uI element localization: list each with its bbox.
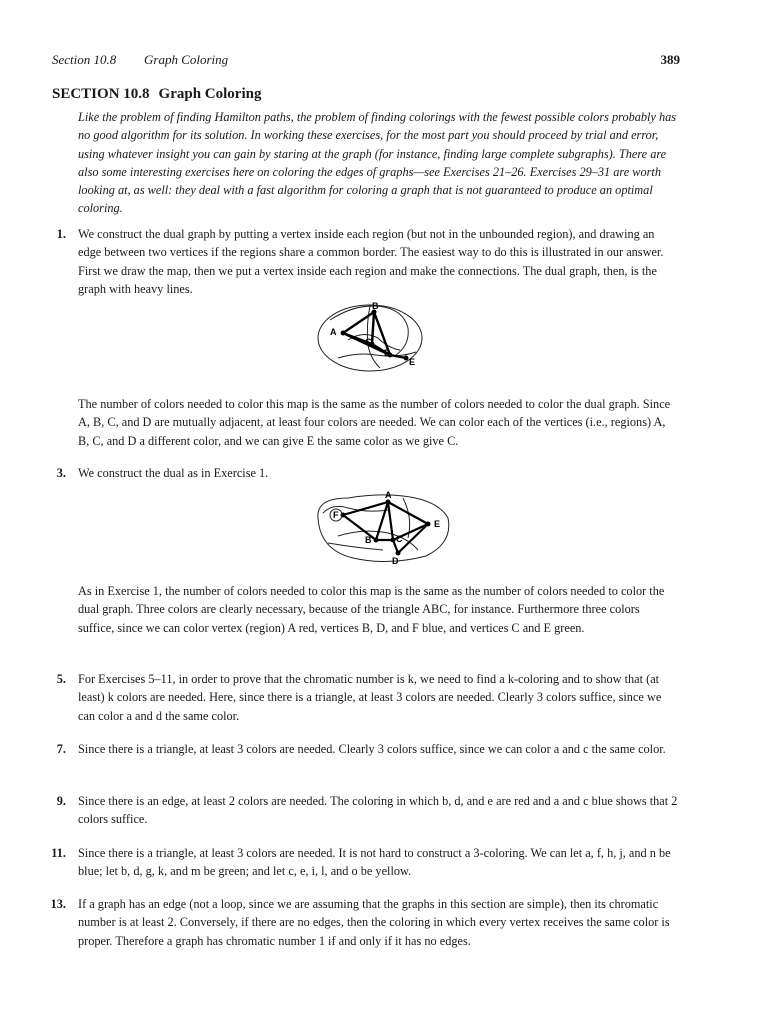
section-heading xyxy=(52,86,261,103)
exercise-3-followup: As in Exercise 1, the number of colors needed to color this map is the same as the number of colors needed to color the dual graph. Three colors are clearly necessary, because of the triangle ABC, for instance. Furthermore three colors suffice, since we can color vertex (region) A red, vertices B, D, and F blue, and vertices C and E green. xyxy=(78,584,665,635)
exercise-text: We construct the dual as in Exercise 1. xyxy=(78,466,269,480)
fig3-label-c: C xyxy=(396,534,403,544)
section-number: SECTION 10.8 xyxy=(52,86,150,102)
fig3-label-f: F xyxy=(333,510,339,520)
exercise-5 xyxy=(30,670,678,725)
exercise-number: 7. xyxy=(56,742,66,756)
exercise-text: We construct the dual graph by putting a vertex inside each region (but not in the unbounded region), and drawing an edge between two vertices if the regions share a common border. The easiest way to do this is illustrated in our answer. First we draw the map, then we put a vertex inside each region and make the connections. The dual graph, then, is the graph with heavy lines. xyxy=(78,227,664,297)
exercise-text: Since there is a triangle, at least 3 colors are needed. Clearly 3 colors suffice, since we can color a and c the same color. xyxy=(78,742,666,756)
intro-paragraph: Like the problem of finding Hamilton paths, the problem of finding colorings with the fewest possible colors probably has no good algorithm for its solution. In working these exercises, for the most part you should proceed by trial and error, using whatever insight you can gain by staring at the graph (for instance, finding large complete subgraphs). There are also some interesting exercises here on coloring the edges of graphs—see Exercises 21–26. Exercises 29–31 are worth looking at, as well: they deal with a fast algorithm for coloring a graph that is not guaranteed to produce an optimal coloring. xyxy=(78,110,677,216)
exercise-9 xyxy=(30,792,678,829)
exercise-1 xyxy=(30,225,678,299)
exercise-1-followup: The number of colors needed to color this map is the same as the number of colors needed to color the dual graph. Since A, B, C, and D are mutually adjacent, at least four colors are needed. We can color each of the vertices (i.e., regions) A, B, C, and D a different color, and we can give E the same color as we give C. xyxy=(78,397,671,448)
exercise-text: For Exercises 5–11, in order to prove that the chromatic number is k, we need to find a k-coloring and to show that (at least) k colors are needed. Here, since there is a triangle, at least 3 colors are needed. Clearly 3 colors suffice, since we can color a and d the same color. xyxy=(78,672,662,723)
exercise-number: 13. xyxy=(50,897,66,911)
fig3-label-d: D xyxy=(392,556,399,566)
dual-graph-figure-3 xyxy=(308,488,458,568)
header-section: Section 10.8 xyxy=(52,52,117,67)
fig3-label-e: E xyxy=(434,519,441,529)
page-number: 389 xyxy=(660,52,680,67)
exercise-text: Since there is an edge, at least 2 colors are needed. The coloring in which b, d, and e are red and a and c blue shows that 2 colors suffice. xyxy=(78,794,678,827)
section-title: Graph Coloring xyxy=(158,86,262,102)
fig1-label-a: A xyxy=(330,327,337,337)
exercise-13 xyxy=(30,895,678,950)
fig1-label-e: E xyxy=(409,357,416,367)
exercise-number: 9. xyxy=(56,794,66,808)
fig3-label-b: B xyxy=(365,535,372,545)
exercise-number: 3. xyxy=(56,466,66,480)
fig1-label-d: D xyxy=(384,348,391,358)
header-title: Graph Coloring xyxy=(144,52,229,67)
fig1-label-c: C xyxy=(365,337,372,347)
exercise-text: Since there is a triangle, at least 3 colors are needed. It is not hard to construct a 3-coloring. We can let a, f, h, j, and n be blue; let b, d, g, k, and m be green; and let c, e, i, l, and o be yellow. xyxy=(78,846,671,879)
exercise-number: 5. xyxy=(56,672,66,686)
fig3-label-a: A xyxy=(385,490,392,500)
exercise-7 xyxy=(30,740,678,758)
running-header xyxy=(52,52,680,70)
exercise-text: If a graph has an edge (not a loop, since we are assuming that the graphs in this section are simple), then its chromatic number is at least 2. Conversely, if there are no edges, then the coloring in which every vertex receives the same color is proper. Therefore a graph has chromatic number 1 if and only if it has no edges. xyxy=(78,897,670,948)
exercise-number: 11. xyxy=(51,846,66,860)
exercise-11 xyxy=(30,844,678,881)
exercise-3 xyxy=(30,464,678,482)
dual-graph-figure-1 xyxy=(308,300,438,375)
exercise-number: 1. xyxy=(56,227,66,241)
fig1-label-b: B xyxy=(372,301,379,311)
